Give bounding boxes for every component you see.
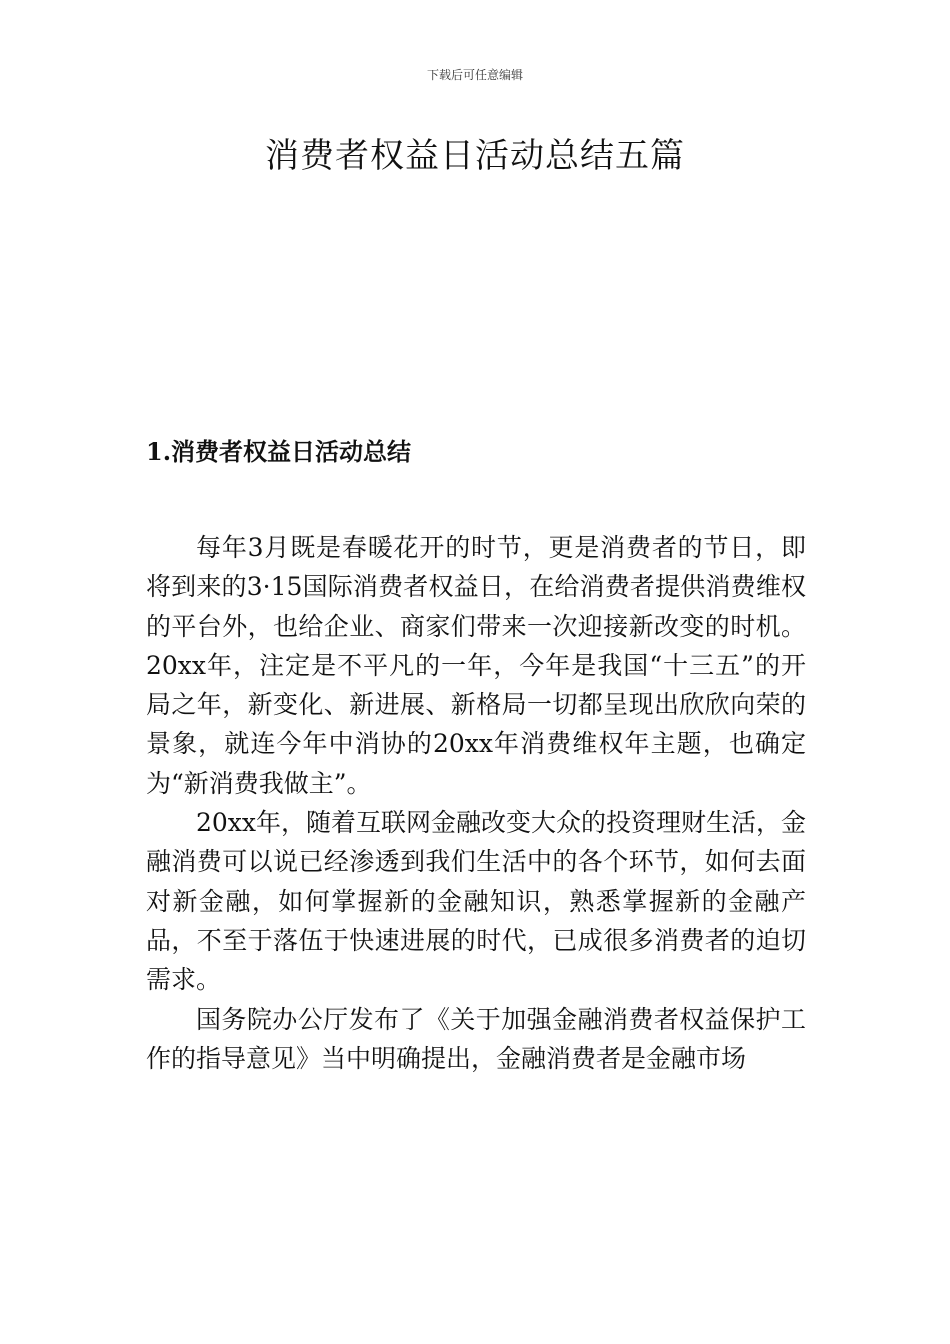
- paragraph-1: 每年3月既是春暖花开的时节，更是消费者的节日，即将到来的3·15国际消费者权益日，在给消费者提供消费维权的平台外，也给企业、商家们带来一次迎接新改变的时机。20xx年，注定是不平凡的一年，今年是我国“十三五”的开局之年，新变化、新进展、新格局一切都呈现出欣欣向荣的景象，就连今年中消协的20xx年消费维权年主题，也确定为“新消费我做主”。: [146, 533, 806, 798]
- body-text: [146, 528, 806, 1078]
- paragraph-2: 20xx年，随着互联网金融改变大众的投资理财生活，金融消费可以说已经渗透到我们生活中的各个环节，如何去面对新金融，如何掌握新的金融知识，熟悉掌握新的金融产品，不至于落伍于快速进展的时代，已成很多消费者的迫切需求。: [146, 808, 807, 995]
- section-heading: 1.消费者权益日活动总结: [146, 437, 412, 466]
- document-title: 消费者权益日活动总结五篇: [265, 136, 685, 176]
- header-note: 下载后可任意编辑: [426, 68, 523, 82]
- paragraph-3: 国务院办公厅发布了《关于加强金融消费者权益保护工作的指导意见》当中明确提出，金融消费者是金融市场: [146, 1004, 806, 1073]
